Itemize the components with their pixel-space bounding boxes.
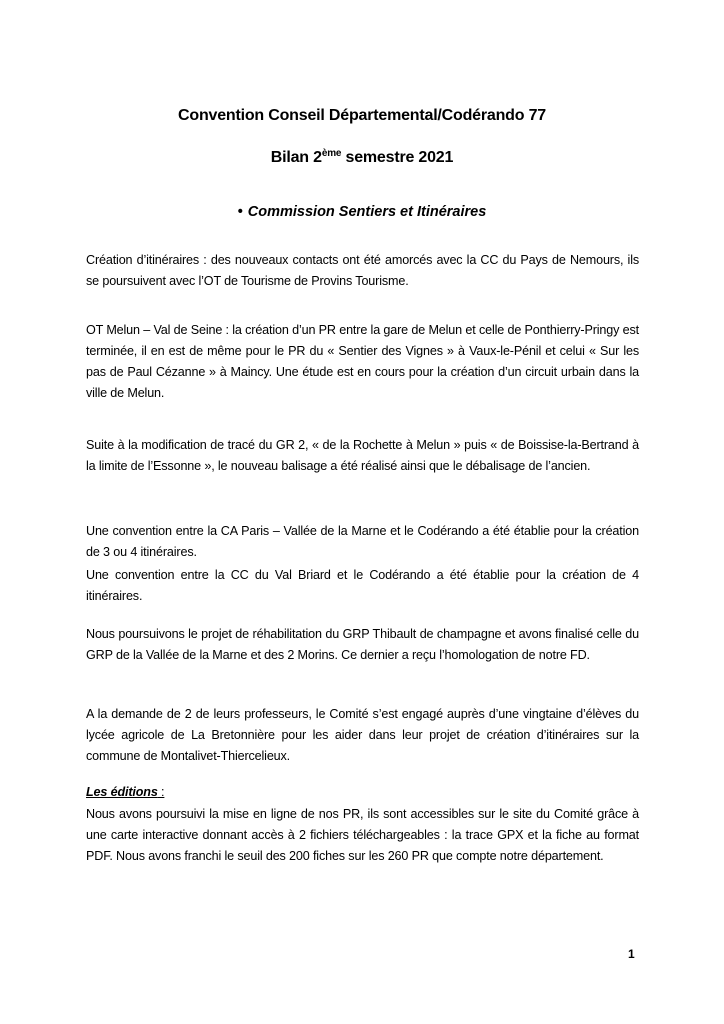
paragraph-ot-melun: OT Melun – Val de Seine : la création d’un PR entre la gare de Melun et celle de Ponthierry-Pringy est terminée, il en est de même pour le PR du « Sentier des Vignes » à Vaux-le-Pénil et celui « Sur les pas de Paul Cézanne » à Maincy. Une étude est en cours pour la création d’un circuit urbain dans la ville de Melun. [86,323,639,400]
document-subtitle [0,149,724,167]
subtitle-suffix: semestre 2021 [341,149,454,166]
editions-heading-colon: : [157,785,165,799]
section-heading-text: Commission Sentiers et Itinéraires [247,204,487,220]
subtitle-superscript: ème [321,148,342,159]
document-title: Convention Conseil Départemental/Codérando 77 [178,107,546,124]
paragraph-lycee-agricole: A la demande de 2 de leurs professeurs, le Comité s’est engagé auprès d’une vingtaine d’élèves du lycée agricole de La Bretonnière pour les aider dans leur projet de création d’itinéraires sur la commune de Montalivet-Thiercelieux. [86,707,639,763]
bullet-icon: • [237,204,243,220]
paragraph-creation-itineraires: Création d’itinéraires : des nouveaux contacts ont été amorcés avec la CC du Pays de Nemours, ils se poursuivent avec l’OT de Tourisme de Provins Tourisme. [86,253,639,288]
section-heading [0,204,724,220]
page-number: 1 [628,947,635,961]
editions-heading [86,782,164,803]
paragraph-grp-rehabilitation: Nous poursuivons le projet de réhabilitation du GRP Thibault de champagne et avons finalisé celle du GRP de la Vallée de la Marne et des 2 Morins. Ce dernier a reçu l’homologation de notre FD. [86,627,639,662]
paragraph-editions: Nous avons poursuivi la mise en ligne de nos PR, ils sont accessibles sur le site du Comité grâce à une carte interactive donnant accès à 2 fichiers téléchargeables : la trace GPX et la fiche au format PDF. Nous avons franchi le seuil des 200 fiches sur les 260 PR que compte notre département. [86,807,639,863]
subtitle-prefix: Bilan 2 [270,149,322,166]
editions-heading-text: Les éditions [86,785,158,799]
paragraph-gr2: Suite à la modification de tracé du GR 2, « de la Rochette à Melun » puis « de Boissise-la-Bertrand à la limite de l’Essonne », le nouveau balisage a été réalisé ainsi que le débalisage de l’ancien. [86,438,639,473]
paragraph-convention-val-briard: Une convention entre la CC du Val Briard et le Codérando a été établie pour la création de 4 itinéraires. [86,568,639,603]
paragraph-convention-ca-paris: Une convention entre la CA Paris – Vallée de la Marne et le Codérando a été établie pour la création de 3 ou 4 itinéraires. [86,524,639,559]
